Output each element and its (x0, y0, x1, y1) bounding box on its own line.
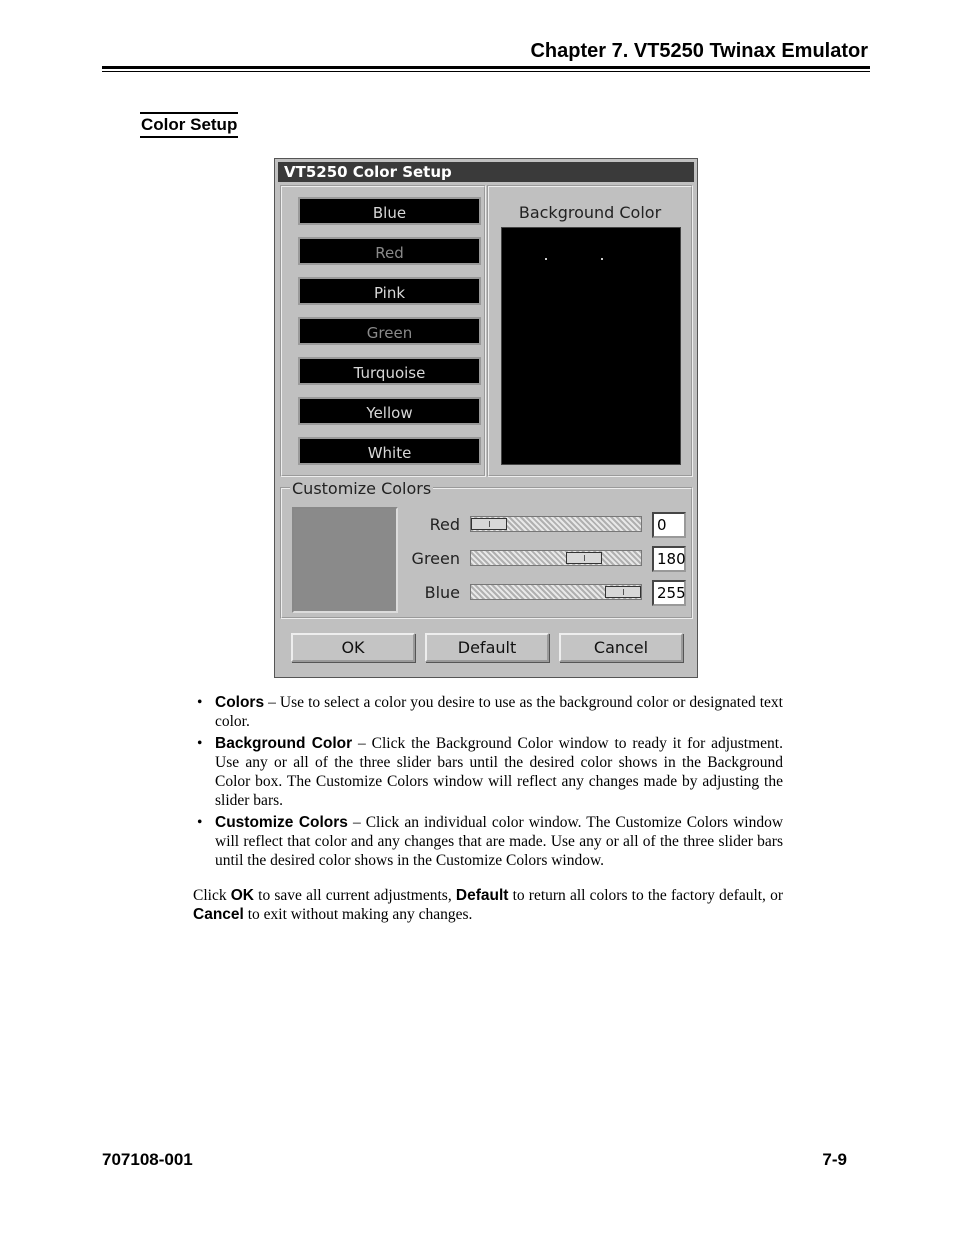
red-slider[interactable] (470, 516, 642, 532)
closing-paragraph (193, 886, 783, 924)
page-number: 7-9 (822, 1150, 847, 1169)
customize-colors-panel (280, 479, 693, 619)
red-slider-thumb[interactable] (471, 518, 507, 530)
red-value-field[interactable]: 0 (652, 512, 686, 538)
bullet-term: Customize Colors (215, 814, 348, 831)
closing-ok-term: OK (230, 887, 254, 904)
bg-dot (545, 258, 547, 260)
closing-text: to save all current adjustments, (254, 887, 456, 904)
chapter-title: Chapter 7. VT5250 Twinax Emulator (530, 40, 868, 62)
header-rule (102, 66, 870, 69)
bullet-mark: • (197, 694, 203, 711)
color-button-turquoise[interactable]: Turquoise (298, 357, 481, 385)
color-button-green[interactable]: Green (298, 317, 481, 345)
closing-text: to return all colors to the factory default, or (508, 887, 784, 904)
slider-label-green: Green (411, 549, 460, 568)
color-button-yellow[interactable]: Yellow (298, 397, 481, 425)
blue-slider[interactable] (470, 584, 642, 600)
list-item (193, 734, 783, 810)
color-button-white[interactable]: White (298, 437, 481, 465)
green-slider[interactable] (470, 550, 642, 566)
slider-label-blue: Blue (424, 583, 460, 602)
bullet-list (193, 693, 783, 873)
green-value-field[interactable]: 180 (652, 546, 686, 572)
blue-slider-thumb[interactable] (605, 586, 641, 598)
blue-value-field[interactable]: 255 (652, 580, 686, 606)
bullet-text: – Click an individual color window. The Customize Colors window will reflect that color and any changes that are made. Use any or all of the three slider bars until the desired color shows in the Customize Colors window. (215, 814, 784, 869)
color-button-blue[interactable]: Blue (298, 197, 481, 225)
header-rule-thin (102, 71, 870, 72)
ok-button[interactable]: OK (291, 633, 415, 662)
bullet-term: Background Color (215, 735, 353, 752)
customize-colors-label: Customize Colors (292, 479, 432, 498)
list-item (193, 693, 783, 731)
closing-text: Click (193, 887, 231, 904)
bullet-mark: • (197, 814, 203, 831)
bg-dot (601, 258, 603, 260)
doc-number: 707108-001 (102, 1150, 193, 1169)
background-color-window[interactable] (501, 227, 681, 465)
slider-label-red: Red (429, 515, 460, 534)
cancel-button[interactable]: Cancel (559, 633, 683, 662)
bullet-mark: • (197, 735, 203, 752)
color-setup-dialog (274, 158, 698, 678)
background-color-label: Background Color (518, 203, 662, 222)
color-button-pink[interactable]: Pink (298, 277, 481, 305)
color-list-panel (280, 185, 486, 477)
green-slider-thumb[interactable] (566, 552, 602, 564)
closing-text: to exit without making any changes. (243, 906, 473, 923)
bullet-text: – Use to select a color you desire to use as the background color or designated text color. (215, 694, 783, 730)
section-heading: Color Setup (140, 112, 238, 138)
dialog-title: VT5250 Color Setup (278, 162, 694, 182)
closing-cancel-term: Cancel (193, 906, 244, 923)
closing-default-term: Default (455, 887, 509, 904)
list-item (193, 813, 783, 870)
bullet-text: – Click the Background Color window to ready it for adjustment. Use any or all of the three slider bars until the desired color shows in the Background Color box. The Customize Colors window will reflect any changes made by adjusting the slider bars. (215, 735, 783, 809)
background-color-panel (487, 185, 693, 477)
color-button-red[interactable]: Red (298, 237, 481, 265)
bullet-term: Colors (215, 694, 265, 711)
default-button[interactable]: Default (425, 633, 549, 662)
